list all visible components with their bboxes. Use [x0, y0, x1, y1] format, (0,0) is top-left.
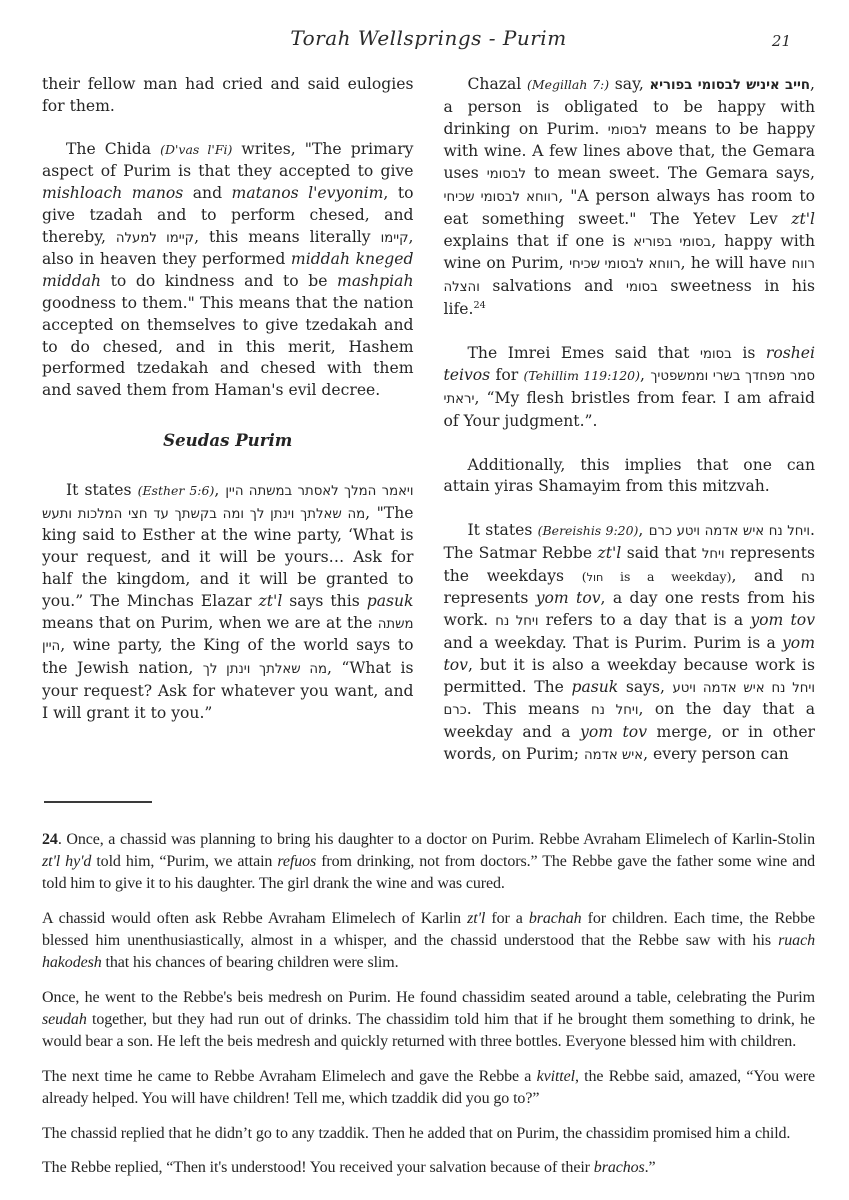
paragraph: It states (Esther 5:6), ויאמר המלך לאסתר במשתה היין מה שאלתך וינתן לך ומה בקשתך עד חצי המלכות ותעש, "The king said to Esther at the wine party, ‘What is your request, and it will be yours… Ask for half the kingdom, and it will be granted to you.” The Minchas Elazar zt'l says this pasuk means that on Purim, when we are at the משתה היין, wine party, the King of the world says to the Jewish nation, מה שאלתך וינתן לך, “What is your request? Ask for whatever you want, and I will grant it to you.” — [42, 480, 414, 722]
paragraph: Chazal (Megillah 7:) say, חייב איניש לבסומי בפוריא, a person is obligated to be happy with drinking on Purim. לבסומי means to be happy with wine. A few lines above that, the Gemara uses לבסומי to mean sweet. The Gemara says, רווחא לבסומי שכיחי, "A person always has room to eat something sweet." The Yetev Lev zt'l explains that if one is בסומי בפוריא, happy with wine on Purim, רווחא לבסומי שכיחי, he will have רווח והצלה salvations and בסומי sweetness in his life.$^{24}$ — [443, 75, 816, 318]
footnote: 24. Once, a chassid was planning to bring his daughter to a doctor on Purim. Rebbe Avraham Elimelech of Karlin-Stolin zt'l hy'd told him, “Purim, we attain refuos from drinking, not from doctors.” The Rebbe gave the father some wine and told him to give it to his daughter. The girl drank the wine and was cured. — [42, 830, 815, 892]
footnote: The next time he came to Rebbe Avraham Elimelech and gave the Rebbe a kvittel, the Rebbe said, amazed, “You were already helped. You will have children! Tell me, which tzaddik did you go to?” — [42, 1067, 815, 1108]
footnote: The Rebbe replied, “Then it's understood! You received your salvation because of their brachos.” — [42, 1159, 656, 1177]
right-column — [444, 74, 816, 789]
left-column — [42, 74, 414, 789]
page-title: Torah Wellsprings - Purim — [290, 26, 567, 50]
footnote: The chassid replied that he didn’t go to any tzaddik. Then he added that on Purim, the chassidim promised him a child. — [42, 1124, 791, 1142]
two-column-body — [42, 74, 815, 789]
footnote: Once, he went to the Rebbe's beis medresh on Purim. He found chassidim seated around a table, celebrating the Purim seudah together, but they had run out of drinks. The chassidim told him that if he brought them something to drink, he would bear a son. He left the beis medresh and quickly returned with three bottles. Everyone blessed him with children. — [42, 988, 815, 1051]
footnotes-section — [42, 829, 815, 1180]
footnote: A chassid would often ask Rebbe Avraham Elimelech of Karlin zt'l for a brachah for children. Each time, the Rebbe blessed him unenthusiastically, almost in a whisper, and the chassid understood that the Rebbe saw with his ruach hakodesh that his chances of bearing children were slim. — [42, 909, 815, 972]
paragraph: their fellow man had cried and said eulogies for them. — [42, 75, 414, 115]
section-heading: Seudas Purim — [163, 429, 293, 450]
paragraph: The Chida (D'vas l'Fi) writes, "The primary aspect of Purim is that they accepted to give mishloach manos and matanos l'evyonim, to give tzadah and to perform chesed, and thereby, קיימו למעלה, this means literally קיימו, also in heaven they performed middah kneged middah to do kindness and to be mashpiah goodness to them." This means that the nation accepted on themselves to give tzedakah and to do chesed, and in this merit, Hashem performed tzedakah and chesed with them and saved them from Haman's evil decree. — [42, 140, 414, 400]
paragraph: The Imrei Emes said that בסומי is roshei teivos for (Tehillim 119:120), סמר מפחדך בשרי וממשפטיך יראתי, “My flesh bristles from fear. I am afraid of Your judgment.”. — [443, 343, 815, 430]
page-header — [42, 26, 815, 60]
paragraph: Additionally, this implies that one can attain yiras Shamayim from this mitzvah. — [443, 455, 815, 496]
footnote-separator-rule — [44, 801, 152, 803]
paragraph: It states (Bereishis 9:20), ויחל נח איש אדמה ויטע כרם. The Satmar Rebbe zt'l said that ויחל represents the weekdays (חול is a weekday), and נח represents yom tov, a day one rests from his work. ויחל נח refers to a day that is a yom tov and a weekday. That is Purim. Purim is a yom tov, but it is also a weekday because work is permitted. The pasuk says, ויחל נח איש אדמה ויטע כרם. This means ויחל נח, on the day that a weekday and a yom tov merge, or in other words, on Purim; איש אדמה, every person can — [443, 520, 816, 763]
page-number: 21 — [771, 32, 791, 50]
